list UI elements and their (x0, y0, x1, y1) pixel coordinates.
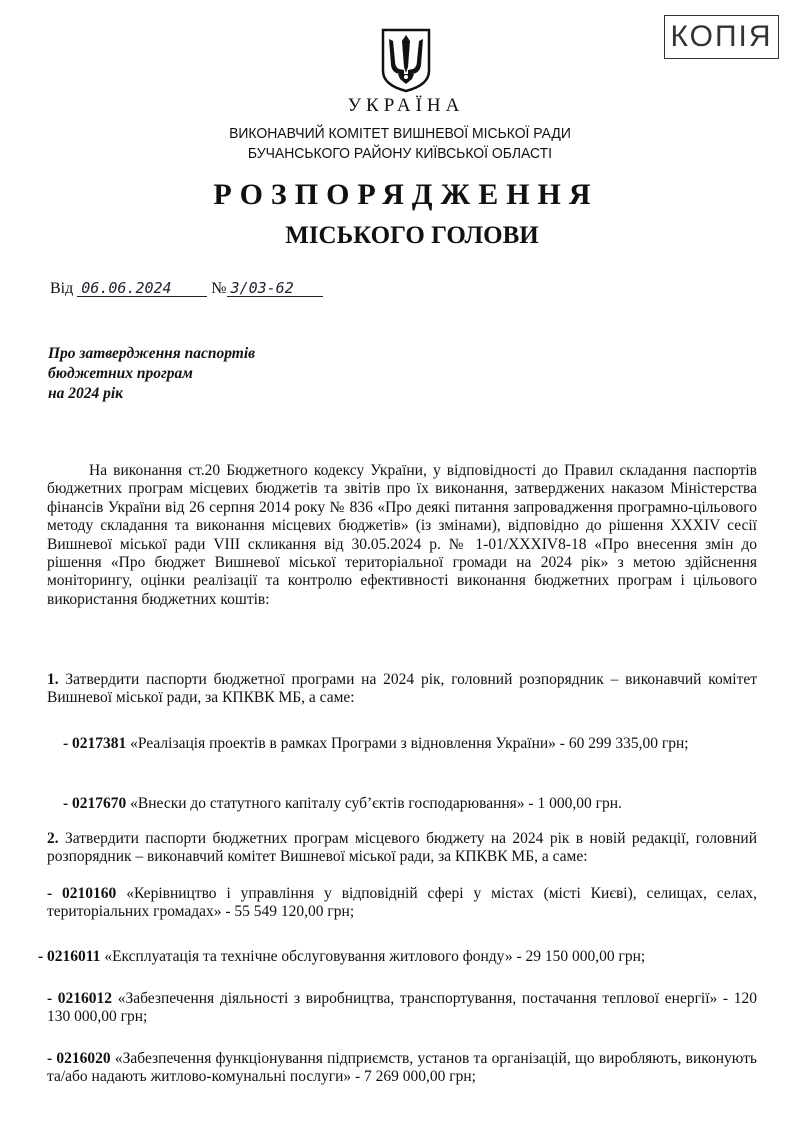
item-text: Затвердити паспорти бюджетних програм місцевого бюджету на 2024 рік в новій редакції, головний розпорядник – виконавчий комітет Вишневої міської ради, за КПКВК МБ, а саме: (47, 830, 757, 866)
budget-line (47, 795, 757, 813)
budget-line (47, 735, 757, 753)
budget-code: - 0217670 (63, 795, 127, 812)
item-number: 2. (47, 830, 59, 847)
budget-line-text: «Керівництво і управління у відповідній сфері у містах (місті Києві), селищах, селах, територіальних громадах» - 55 549 120,00 грн; (47, 885, 757, 921)
document-subtitle: МІСЬКОГО ГОЛОВИ (285, 222, 539, 249)
item-1-paragraph (47, 671, 757, 708)
handwritten-date: 06.06.2024 (77, 280, 207, 297)
budget-code: - 0217381 (63, 735, 127, 752)
budget-code: - 0216020 (47, 1050, 111, 1067)
handwritten-number: 3/03-62 (227, 280, 323, 297)
budget-line (47, 885, 757, 922)
budget-code: - 0216011 (38, 948, 101, 965)
country-title: УКРАЇНА (347, 95, 465, 116)
budget-code: - 0216012 (47, 990, 113, 1007)
topic-line: на 2024 рік (48, 385, 124, 402)
number-label: № (211, 280, 227, 297)
organization-line-1: ВИКОНАВЧИЙ КОМІТЕТ ВИШНЕВОЇ МІСЬКОЇ РАДИ (229, 125, 571, 142)
intro-paragraph: На виконання ст.20 Бюджетного кодексу України, у відповідності до Правил складання паспортів бюджетних програм місцевих бюджетів та звітів про їх виконання, затверджених наказом Міністерства фінансів України від 26 серпня 2014 року № 836 «Про деякі питання запровадження програмно-цільового методу складання та виконання місцевих бюджетів» (із змінами), відповідно до рішення XXXIV сесії Вишневої міської ради VIII скликання від 30.05.2024 р. № 1-01/XXXIV8-18 «Про внесення змін до рішення «Про бюджет Вишневої міської територіальної громади на 2024 рік» з метою здійснення моніторингу, оцінки реалізації та контролю ефективності виконання бюджетних програм і цільового використання бюджетних коштів: (47, 462, 757, 608)
budget-line (47, 990, 757, 1027)
budget-line-text: «Реалізація проектів в рамках Програми з відновлення України» - 60 299 335,00 грн; (130, 735, 689, 752)
copy-stamp: КОПІЯ (664, 15, 779, 59)
topic-line: бюджетних програм (48, 365, 193, 382)
budget-line-text: «Забезпечення функціонування підприємств, установ та організацій, що виробляють, виконують та/або надають житлово-комунальні послуги» - 7 269 000,00 грн; (47, 1050, 757, 1086)
date-number-line (50, 280, 323, 298)
budget-line-text: «Забезпечення діяльності з виробництва, транспортування, постачання теплової енергії» - 120 130 000,00 грн; (47, 990, 757, 1026)
organization-line-2: БУЧАНСЬКОГО РАЙОНУ КИЇВСЬКОЇ ОБЛАСТІ (247, 145, 553, 162)
tryzub-icon (380, 27, 432, 93)
budget-code: - 0210160 (47, 885, 117, 902)
document-topic (48, 344, 255, 404)
topic-line: Про затвердження паспортів (48, 345, 256, 362)
item-text: Затвердити паспорти бюджетної програми на 2024 рік, головний розпорядник – виконавчий комітет Вишневої міської ради, за КПКВК МБ, а саме: (47, 671, 758, 707)
document-type: РОЗПОРЯДЖЕННЯ (213, 178, 599, 211)
item-number: 1. (47, 671, 59, 688)
item-2-paragraph (47, 830, 757, 867)
budget-line-text: «Внески до статутного капіталу суб’єктів господарювання» - 1 000,00 грн. (130, 795, 622, 812)
date-label: Від (50, 280, 74, 297)
budget-line-text: «Експлуатація та технічне обслуговування житлового фонду» - 29 150 000,00 грн; (104, 948, 646, 965)
budget-line (47, 1050, 757, 1087)
budget-line (38, 948, 757, 966)
